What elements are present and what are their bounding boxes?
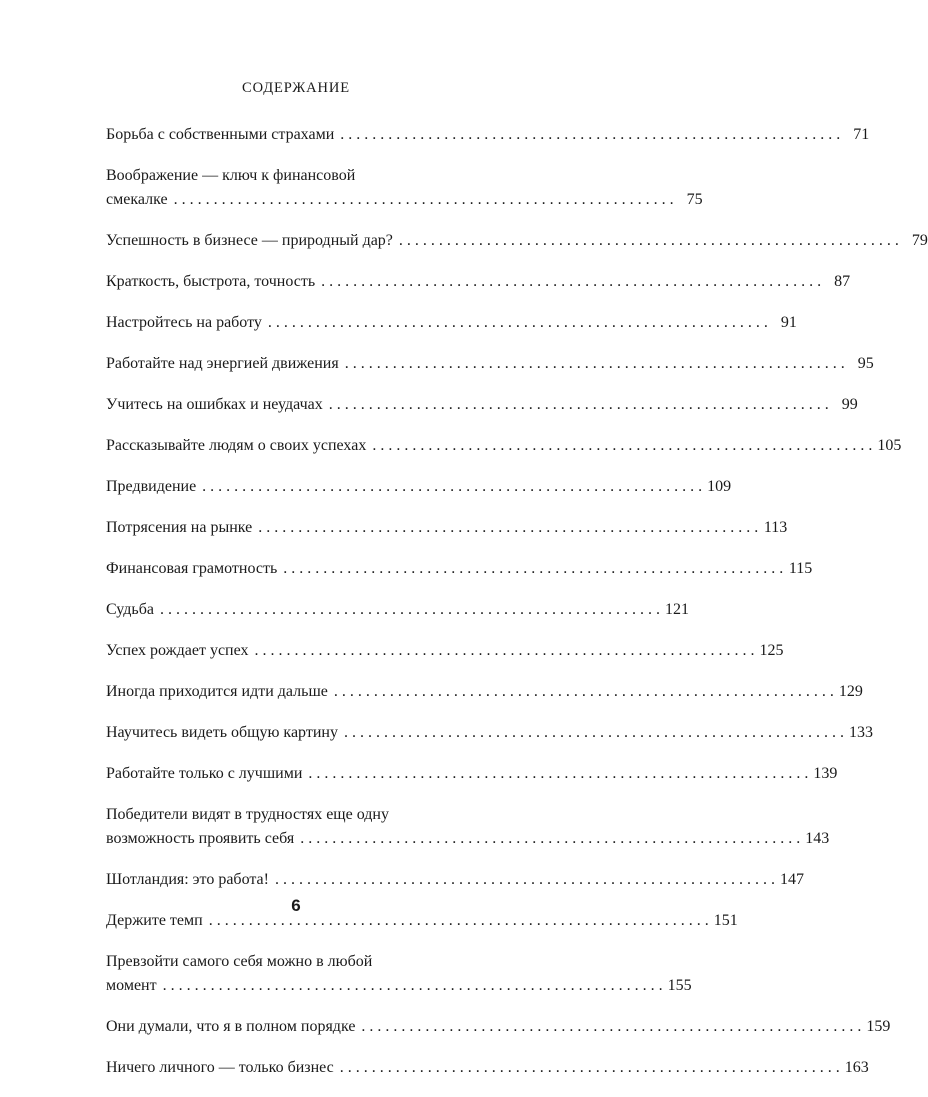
toc-entry-page: 105	[877, 437, 902, 454]
toc-entry-title: Судьба	[106, 601, 154, 618]
toc-entry-title: Работайте над энергией движения	[106, 355, 339, 372]
toc-line	[106, 393, 858, 417]
toc-entry	[106, 434, 902, 458]
toc-line	[106, 229, 928, 253]
dot-leader	[321, 270, 821, 294]
toc-line	[106, 1015, 891, 1039]
toc-entry-title: Ничего личного — только бизнес	[106, 1059, 334, 1076]
dot-leader	[160, 598, 660, 622]
toc-entry-page: 95	[857, 355, 874, 372]
toc-entry	[106, 475, 732, 499]
dot-leader	[283, 557, 783, 581]
toc-entry-page: 147	[779, 871, 804, 888]
toc-entry-page: 79	[911, 232, 928, 249]
toc-entry-title: Предвидение	[106, 478, 197, 495]
toc-entry-page: 155	[667, 977, 692, 994]
toc-entry-title: момент	[106, 977, 157, 994]
toc-heading: СОДЕРЖАНИЕ	[242, 80, 350, 96]
toc-entry-page: 71	[853, 126, 870, 143]
toc-entry-title: Научитесь видеть общую картину	[106, 724, 338, 741]
toc-entry-page: 113	[763, 519, 788, 536]
toc-entry-title-line1: Превзойти самого себя можно в любой	[106, 953, 373, 970]
toc-entry	[106, 598, 689, 622]
toc-entry	[106, 803, 830, 851]
dot-leader	[308, 762, 808, 786]
toc-line	[106, 516, 788, 540]
toc-entry-title: Потрясения на рынке	[106, 519, 253, 536]
dot-leader	[340, 123, 840, 147]
dot-leader	[268, 311, 768, 335]
toc-line	[106, 762, 838, 786]
toc-line	[106, 680, 863, 704]
toc-entry	[106, 393, 858, 417]
toc-entry-page: 151	[713, 912, 738, 929]
toc-entry	[106, 1056, 869, 1080]
toc-entry-title: Краткость, быстрота, точность	[106, 273, 316, 290]
toc-line	[106, 352, 874, 376]
toc-entry-title-line1: Победители видят в трудностях еще одну	[106, 806, 389, 823]
dot-leader	[255, 639, 755, 663]
toc-entry	[106, 762, 838, 786]
toc-line	[106, 123, 870, 147]
toc-line	[106, 1056, 869, 1080]
toc-entry	[106, 1015, 891, 1039]
dot-leader	[344, 721, 844, 745]
toc-entry-page: 143	[805, 830, 830, 847]
toc-entry	[106, 557, 813, 581]
toc-line	[106, 868, 804, 892]
toc-entry-title: Работайте только с лучшими	[106, 765, 303, 782]
toc-entry-title: Борьба с собственными страхами	[106, 126, 335, 143]
toc-entry-page: 133	[848, 724, 873, 741]
toc-entry	[106, 311, 797, 335]
toc-line	[106, 639, 784, 663]
toc-entry-title-line1: Воображение — ключ к финансовой	[106, 167, 356, 184]
dot-leader	[275, 868, 775, 892]
dot-leader	[258, 516, 758, 540]
toc-entry	[106, 270, 851, 294]
toc-line	[106, 311, 797, 335]
toc-entry-page: 129	[838, 683, 863, 700]
dot-leader	[202, 475, 702, 499]
toc-entry	[106, 639, 784, 663]
toc-entry-title: Они думали, что я в полном порядке	[106, 1018, 356, 1035]
toc-entry-title: Настройтесь на работу	[106, 314, 262, 331]
dot-leader	[340, 1056, 840, 1080]
toc-entry-page: 115	[788, 560, 813, 577]
toc-entry	[106, 164, 703, 212]
toc-entry	[106, 721, 873, 745]
toc-line	[106, 827, 830, 851]
toc-line	[106, 270, 851, 294]
dot-leader	[372, 434, 872, 458]
toc-entry-title: Финансовая грамотность	[106, 560, 278, 577]
table-of-contents	[106, 123, 928, 1097]
toc-line	[106, 434, 902, 458]
toc-entry-title: Учитесь на ошибках и неудачах	[106, 396, 323, 413]
dot-leader	[334, 680, 834, 704]
toc-entry	[106, 680, 863, 704]
dot-leader	[163, 974, 663, 998]
toc-entry-title: Иногда приходится идти дальше	[106, 683, 328, 700]
toc-line	[106, 974, 692, 998]
toc-entry-page: 99	[841, 396, 858, 413]
toc-entry-page: 91	[780, 314, 797, 331]
dot-leader	[300, 827, 800, 851]
toc-line	[106, 598, 689, 622]
toc-line	[106, 475, 732, 499]
toc-entry-page: 125	[759, 642, 784, 659]
toc-entry	[106, 229, 928, 253]
toc-entry-title: Рассказывайте людям о своих успехах	[106, 437, 367, 454]
dot-leader	[345, 352, 845, 376]
toc-entry	[106, 950, 692, 998]
toc-entry	[106, 123, 870, 147]
toc-entry-page: 139	[813, 765, 838, 782]
toc-entry-page: 87	[834, 273, 851, 290]
toc-line	[106, 721, 873, 745]
toc-entry-page: 121	[664, 601, 689, 618]
toc-entry	[106, 868, 804, 892]
toc-entry-title: Держите темп	[106, 912, 203, 929]
toc-entry-page: 163	[844, 1059, 869, 1076]
toc-line	[106, 557, 813, 581]
toc-entry-title: Успешность в бизнесе — природный дар?	[106, 232, 393, 249]
dot-leader	[399, 229, 899, 253]
toc-entry-page: 159	[866, 1018, 891, 1035]
toc-entry-title: Шотландия: это работа!	[106, 871, 269, 888]
toc-entry-page: 75	[686, 191, 703, 208]
toc-line	[106, 188, 703, 212]
toc-entry	[106, 352, 874, 376]
dot-leader	[174, 188, 674, 212]
toc-entry-title: Успех рождает успех	[106, 642, 249, 659]
toc-entry-title: смекалке	[106, 191, 168, 208]
page-number: 6	[291, 896, 301, 915]
toc-entry-title: возможность проявить себя	[106, 830, 295, 847]
dot-leader	[329, 393, 829, 417]
toc-entry	[106, 516, 788, 540]
toc-entry-page: 109	[707, 478, 732, 495]
dot-leader	[361, 1015, 861, 1039]
